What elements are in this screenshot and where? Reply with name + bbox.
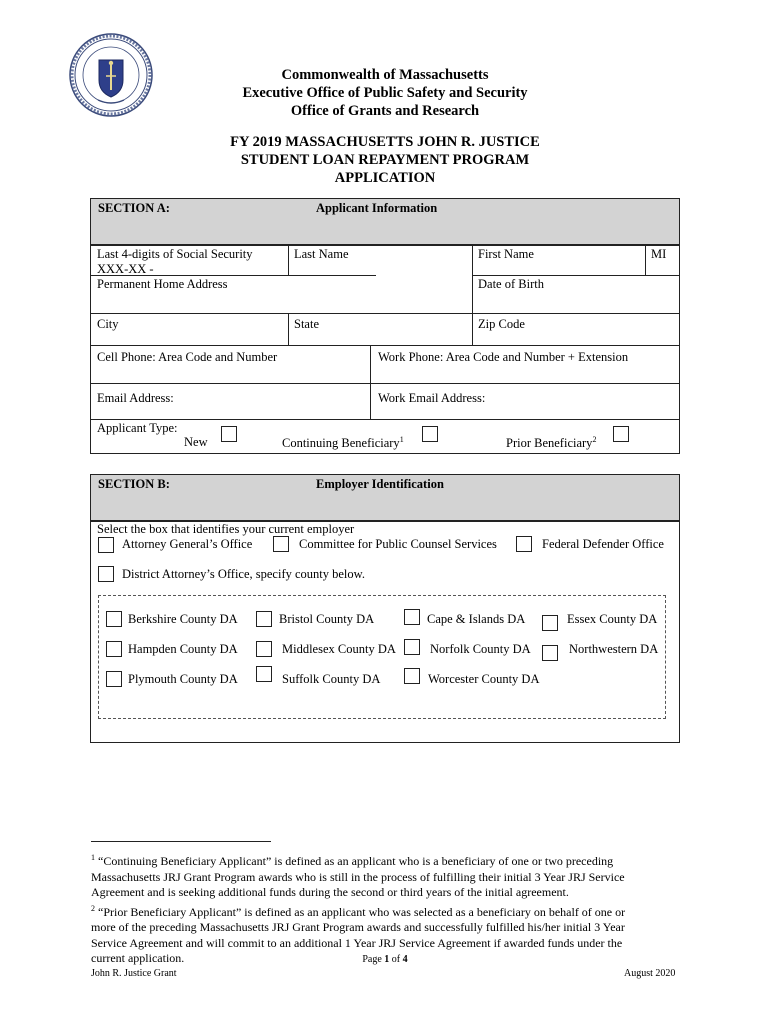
type-new-checkbox[interactable] [221,426,237,442]
header-line-1: Commonwealth of Massachusetts [281,67,489,83]
header-line-3: Office of Grants and Research [290,103,480,119]
footnote-separator [91,841,271,842]
county-checkbox-middlesex[interactable] [256,641,272,657]
footnote-2-line-2: more of the preceding Massachusetts JRJ Grant Program awards and successfully fulfilled his/her initial 3 Year [91,920,625,934]
footer-left: John R. Justice Grant [91,968,177,979]
type-prior-label: Prior Beneficiary$^2$ [506,435,597,451]
type-continuing-checkbox[interactable] [422,426,438,442]
page-number: Page 1 of 4 [362,954,408,965]
footnote-2-line-4: current application. [91,951,185,965]
county-label-bristol: Bristol County DA [279,612,375,626]
state-field[interactable]: State [294,317,319,331]
section-b-label: SECTION B: [98,477,170,491]
middle-initial-field[interactable]: MI [651,247,667,261]
footnote-2: $^2$ “Prior Beneficiary Applicant” is defined as an applicant who was selected as a beneficiary on behalf of one or [91,903,626,919]
footer-right: August 2020 [624,968,676,979]
county-checkbox-essex[interactable] [542,615,558,631]
work-email-field[interactable]: Work Email Address: [378,391,486,405]
type-prior-checkbox[interactable] [613,426,629,442]
county-label-norfolk: Norfolk County DA [430,642,531,656]
footnote-1-line-3: Agreement and is seeking additional funds during the second or third years of the initial agreement. [91,885,569,899]
ag-office-checkbox[interactable] [98,537,114,553]
county-checkbox-cape-islands[interactable] [404,609,420,625]
ag-office-label: Attorney General’s Office [122,537,253,551]
footnotes [91,850,681,967]
last-name-field[interactable]: Last Name [294,247,349,261]
county-checkbox-suffolk[interactable] [256,666,272,682]
employer-instruction: Select the box that identifies your current employer [97,522,355,536]
county-label-northwestern: Northwestern DA [569,642,659,656]
zip-code-field[interactable]: Zip Code [478,317,525,331]
title-line-2: STUDENT LOAN REPAYMENT PROGRAM [240,152,530,168]
title-line-3: APPLICATION [334,170,436,186]
footnote-1-line-2: Massachusetts JRJ Grant Program awards who is still in the process of fulfilling their initial 3 Year JRJ Service [91,869,625,884]
county-checkbox-berkshire[interactable] [106,611,122,627]
title-line-1: FY 2019 MASSACHUSETTS JOHN R. JUSTICE [230,134,540,150]
federal-defender-checkbox[interactable] [516,536,532,552]
footnote-1: $^1$ “Continuing Beneficiary Applicant” is defined as an applicant who is a beneficiary of one or two preceding [91,853,614,868]
ssn-value[interactable]: XXX-XX - [97,262,154,276]
cell-phone-field[interactable]: Cell Phone: Area Code and Number [97,350,278,364]
section-a-label: SECTION A: [98,201,170,215]
county-checkbox-bristol[interactable] [256,611,272,627]
applicant-type-label: Applicant Type: [97,421,178,435]
county-checkbox-norfolk[interactable] [404,639,420,655]
type-continuing-label: Continuing Beneficiary$^1$ [282,435,404,451]
type-new-label: New [184,435,208,449]
ssn-label: Last 4-digits of Social Security [97,247,253,261]
date-of-birth-field[interactable]: Date of Birth [478,277,544,291]
home-address-field[interactable]: Permanent Home Address [97,277,228,291]
agency-header [0,66,770,120]
county-checkbox-plymouth[interactable] [106,671,122,687]
footnote-2-line-3: Service Agreement and will commit to an additional 1 Year JRJ Service Agreement if awarded funds under the [91,935,623,950]
county-label-essex: Essex County DA [567,612,658,626]
form-title [0,133,770,187]
city-field[interactable]: City [97,317,119,331]
county-label-worcester: Worcester County DA [428,672,540,686]
federal-defender-label: Federal Defender Office [542,537,664,551]
county-checkbox-worcester[interactable] [404,668,420,684]
email-field[interactable]: Email Address: [97,391,174,405]
county-checkbox-northwestern[interactable] [542,645,558,661]
county-checkbox-hampden[interactable] [106,641,122,657]
work-phone-field[interactable]: Work Phone: Area Code and Number + Extension [378,350,629,364]
da-office-checkbox[interactable] [98,566,114,582]
cpcs-checkbox[interactable] [273,536,289,552]
section-a-title: Applicant Information [316,201,438,215]
county-label-middlesex: Middlesex County DA [282,642,396,656]
section-b-title: Employer Identification [316,477,444,491]
county-label-berkshire: Berkshire County DA [128,612,238,626]
county-label-hampden: Hampden County DA [128,642,238,656]
county-label-cape-islands: Cape & Islands DA [427,612,526,626]
first-name-field[interactable]: First Name [478,247,534,261]
header-line-2: Executive Office of Public Safety and Security [242,85,528,101]
county-label-suffolk: Suffolk County DA [282,672,381,686]
cpcs-label: Committee for Public Counsel Services [299,537,497,551]
county-label-plymouth: Plymouth County DA [128,672,238,686]
da-office-label: District Attorney’s Office, specify county below. [122,567,365,581]
